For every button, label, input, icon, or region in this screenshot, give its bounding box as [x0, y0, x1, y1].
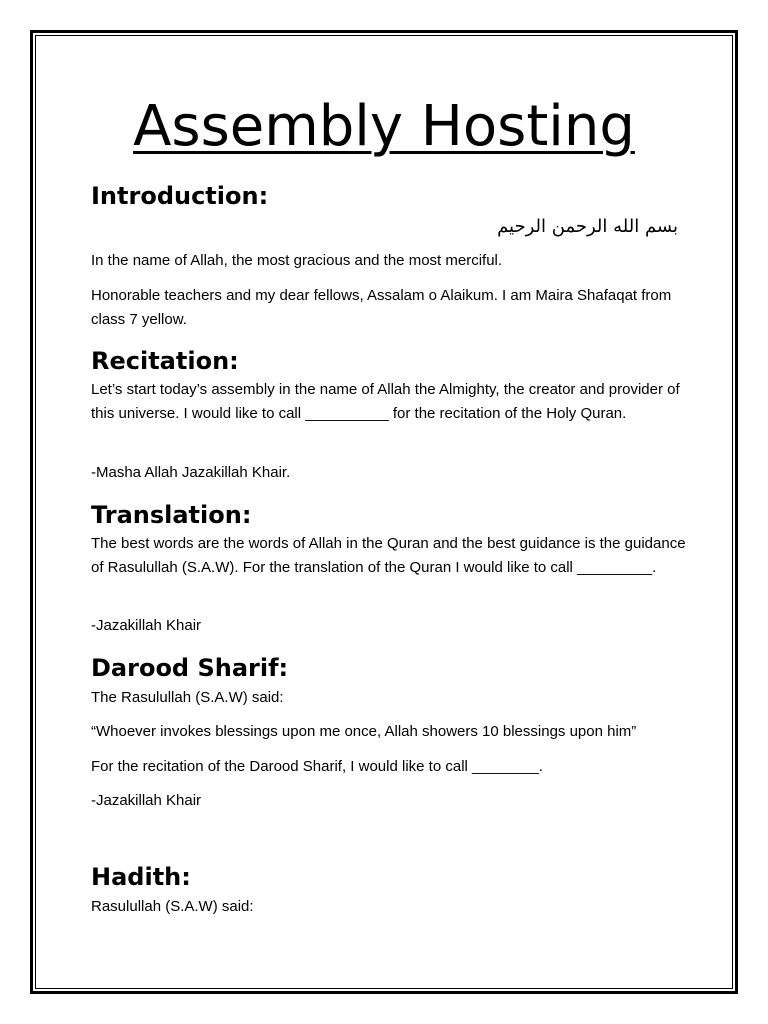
darood-heading: Darood Sharif: — [91, 654, 289, 682]
document-title: Assembly Hosting — [133, 94, 635, 159]
hadith-line-1: Rasulullah (S.A.W) said: — [91, 898, 254, 915]
darood-line-4: -Jazakillah Khair — [91, 792, 202, 809]
recitation-line-2: -Masha Allah Jazakillah Khair. — [91, 464, 291, 481]
introduction-line-1: In the name of Allah, the most gracious and the most merciful. — [91, 252, 503, 269]
recitation-heading: Recitation: — [91, 347, 239, 375]
recitation-line-1: Let’s start today’s assembly in the name of Allah the Almighty, the creator and provider of this universe. I would like to call __________ for the recitation of the Holy Quran. — [91, 381, 680, 422]
introduction-line-2: Honorable teachers and my dear fellows, Assalam o Alaikum. I am Maira Shafaqat from class 7 yellow. — [91, 287, 672, 328]
translation-line-1: The best words are the words of Allah in the Quran and the best guidance is the guidance of Rasulullah (S.A.W). For the translation of the Quran I would like to call _________. — [91, 535, 686, 576]
darood-line-2: “Whoever invokes blessings upon me once, Allah showers 10 blessings upon him” — [91, 723, 637, 740]
hadith-heading: Hadith: — [91, 863, 191, 891]
bismillah-text: بسم الله الرحمن الرحيم — [497, 216, 678, 237]
introduction-heading: Introduction: — [91, 182, 269, 210]
darood-line-1: The Rasulullah (S.A.W) said: — [91, 689, 284, 706]
darood-line-3: For the recitation of the Darood Sharif, I would like to call ________. — [91, 758, 543, 775]
translation-heading: Translation: — [91, 501, 252, 529]
translation-line-2: -Jazakillah Khair — [91, 617, 202, 634]
